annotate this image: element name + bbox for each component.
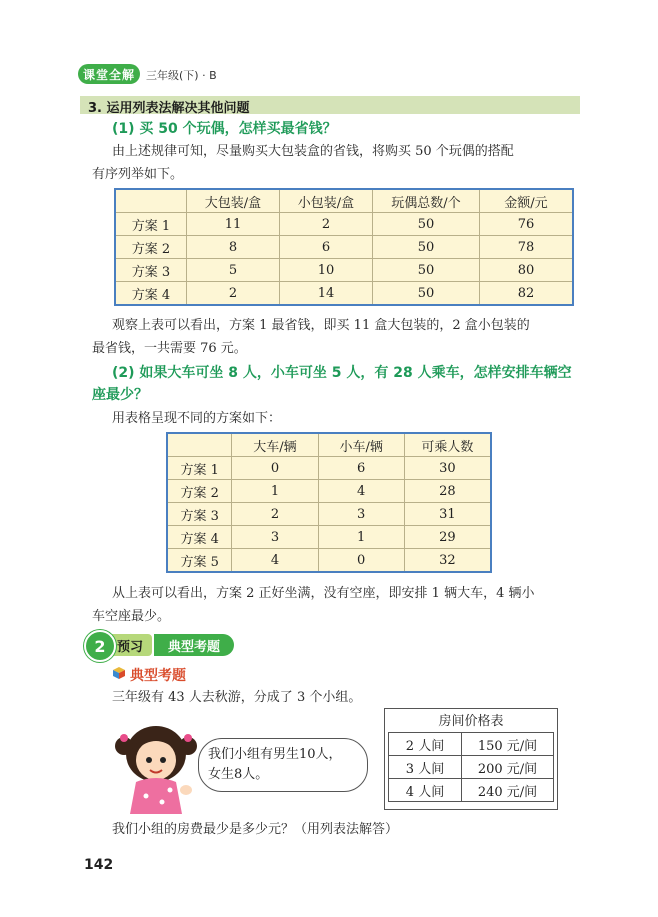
table-row (167, 480, 491, 503)
table-row (167, 457, 491, 480)
cell: 4 (318, 480, 404, 503)
header-cell: 小车/辆 (318, 433, 404, 457)
q2-conclusion (92, 582, 582, 628)
cell: 方案 4 (115, 282, 187, 306)
cell: 150 元/间 (462, 733, 554, 756)
banner-number: 2 (84, 630, 116, 662)
table-row (115, 236, 573, 259)
cell: 50 (373, 213, 480, 236)
section-title: 3. 运用列表法解决其他问题 (88, 101, 250, 116)
cell: 29 (404, 526, 491, 549)
q2-title-line2: 座最少？ (92, 387, 148, 403)
table-row (167, 526, 491, 549)
q2-conclusion-line2: 车空座最少。 (92, 609, 171, 624)
banner-tag: 预习 (108, 634, 152, 656)
cell: 2 (280, 213, 373, 236)
cell: 31 (404, 503, 491, 526)
table-row (389, 756, 554, 779)
cell: 80 (480, 259, 574, 282)
header-cell: 小包装/盒 (280, 189, 373, 213)
typical-question: 我们小组的房费最少是多少元？（用列表法解答） (112, 822, 399, 837)
table-row (389, 733, 554, 756)
q1-intro (92, 140, 582, 186)
cell: 1 (318, 526, 404, 549)
cell: 1 (232, 480, 318, 503)
cell: 6 (280, 236, 373, 259)
cell: 方案 3 (115, 259, 187, 282)
cell: 32 (404, 549, 491, 573)
q1-conclusion (92, 314, 582, 360)
cell: 10 (280, 259, 373, 282)
cell: 方案 5 (167, 549, 232, 573)
cell: 方案 4 (167, 526, 232, 549)
q2-title (92, 362, 582, 406)
header-cell: 可乘人数 (404, 433, 491, 457)
typical-title: 典型考题 (130, 668, 186, 684)
header-cell: 大车/辆 (232, 433, 318, 457)
table-header-row (115, 189, 573, 213)
cell: 240 元/间 (462, 779, 554, 802)
table-row (167, 549, 491, 573)
cell: 200 元/间 (462, 756, 554, 779)
cell: 方案 1 (167, 457, 232, 480)
girl-illustration (110, 724, 202, 816)
cell: 3 (232, 526, 318, 549)
bubble-line2: 女生8人。 (208, 767, 269, 782)
cell: 4 (232, 549, 318, 573)
header-cell (115, 189, 187, 213)
header-cell: 玩偶总数/个 (373, 189, 480, 213)
typical-problem: 三年级有 43 人去秋游，分成了 3 个小组。 (112, 690, 362, 705)
cell: 2 (187, 282, 280, 306)
cell: 4 人间 (389, 779, 462, 802)
cell: 方案 2 (167, 480, 232, 503)
cell: 82 (480, 282, 574, 306)
table-row (115, 282, 573, 306)
price-table (388, 732, 554, 802)
q1-table (114, 188, 574, 306)
cell: 28 (404, 480, 491, 503)
cell: 50 (373, 259, 480, 282)
price-table-caption: 房间价格表 (438, 714, 504, 729)
q1-conclusion-line1: 观察上表可以看出，方案 1 最省钱，即买 11 盒大包装的，2 盒小包装的 (112, 318, 530, 333)
cell: 2 人间 (389, 733, 462, 756)
cell: 2 (232, 503, 318, 526)
cell: 11 (187, 213, 280, 236)
header-cell: 大包装/盒 (187, 189, 280, 213)
q1-title: (1) 买 50 个玩偶，怎样买最省钱？ (112, 121, 337, 137)
cell: 6 (318, 457, 404, 480)
header-cell: 金额/元 (480, 189, 574, 213)
q2-intro: 用表格呈现不同的方案如下： (112, 411, 282, 426)
table-row (167, 503, 491, 526)
cell: 0 (318, 549, 404, 573)
cell: 14 (280, 282, 373, 306)
table-row (389, 779, 554, 802)
cube-icon (112, 666, 126, 680)
cell: 50 (373, 236, 480, 259)
cell: 78 (480, 236, 574, 259)
cell: 3 人间 (389, 756, 462, 779)
header-cell (167, 433, 232, 457)
cell: 方案 2 (115, 236, 187, 259)
q2-table (166, 432, 492, 573)
bubble-line1: 我们小组有男生10人， (208, 747, 342, 762)
cell: 50 (373, 282, 480, 306)
book-logo: 课堂全解 (78, 64, 140, 84)
table-row (115, 259, 573, 282)
q2-title-line1: (2) 如果大车可坐 8 人，小车可坐 5 人，有 28 人乘车，怎样安排车辆空 (112, 365, 572, 381)
q1-conclusion-line2: 最省钱，一共需要 76 元。 (92, 341, 247, 356)
q2-conclusion-line1: 从上表可以看出，方案 2 正好坐满，没有空座，即安排 1 辆大车，4 辆小 (112, 586, 535, 601)
q1-intro-line1: 由上述规律可知，尽量购买大包装盒的省钱，将购买 50 个玩偶的搭配 (112, 144, 514, 159)
cell: 76 (480, 213, 574, 236)
banner-label: 典型考题 (154, 634, 234, 656)
cell: 方案 3 (167, 503, 232, 526)
cell: 8 (187, 236, 280, 259)
table-header-row (167, 433, 491, 457)
cell: 0 (232, 457, 318, 480)
speech-bubble-text (208, 745, 364, 785)
cell: 3 (318, 503, 404, 526)
q1-intro-line2: 有序列举如下。 (92, 167, 184, 182)
cell: 5 (187, 259, 280, 282)
cell: 方案 1 (115, 213, 187, 236)
cell: 30 (404, 457, 491, 480)
grade-label: 三年级(下) · B (146, 69, 217, 82)
page-number: 142 (84, 857, 114, 873)
table-row (115, 213, 573, 236)
